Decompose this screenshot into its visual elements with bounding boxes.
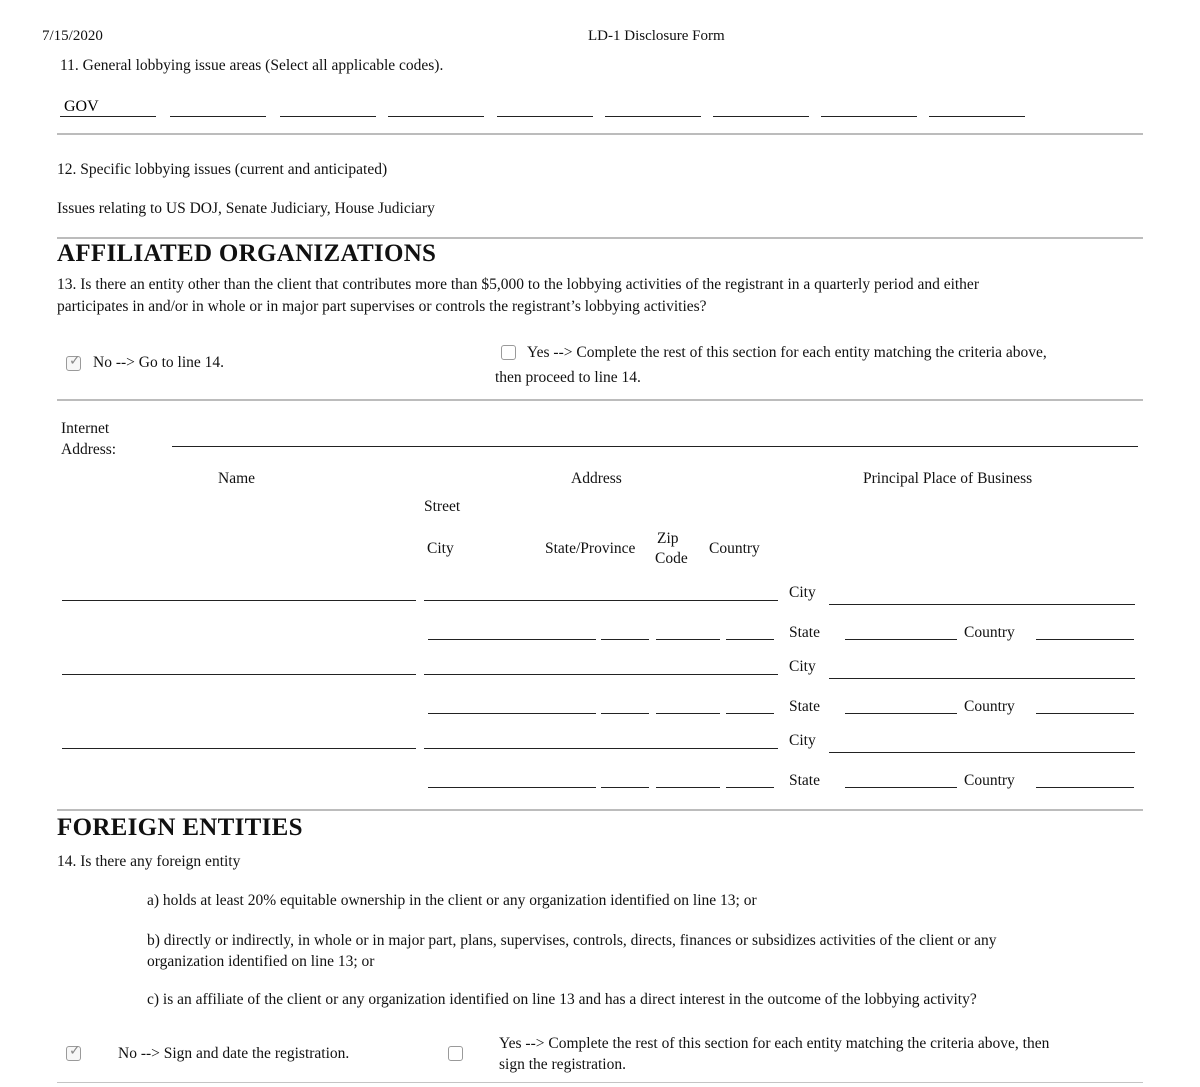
issue-code-input[interactable]: [713, 98, 809, 117]
checkmark-icon: ✓: [69, 1043, 81, 1059]
entity-country-field[interactable]: [726, 787, 774, 788]
entity-country-field[interactable]: [726, 713, 774, 714]
divider: [57, 809, 1143, 811]
col-ppb-header: Principal Place of Business: [863, 470, 1033, 487]
divider: [57, 399, 1143, 401]
entity-city-field[interactable]: [428, 713, 596, 714]
q13-no-checkbox[interactable]: [66, 353, 81, 371]
entity-city-field[interactable]: [428, 639, 596, 640]
ppb-country-label: Country: [964, 698, 1015, 715]
ppb-city-label: City: [789, 584, 816, 601]
issue-code-input[interactable]: [497, 98, 593, 117]
q14-item-c: c) is an affiliate of the client or any organization identified on line 13 and has a direct interest in the outcome of the lobbying activity?: [147, 991, 977, 1008]
ppb-state-field[interactable]: [845, 713, 957, 714]
entity-street-field[interactable]: [424, 600, 778, 601]
entity-zip-field[interactable]: [656, 787, 720, 788]
internet-address-input[interactable]: [172, 428, 1138, 447]
ppb-state-field[interactable]: [845, 787, 957, 788]
entity-street-field[interactable]: [424, 748, 778, 749]
q13-yes-label-2: then proceed to line 14.: [495, 369, 641, 386]
subheader-state-province: State/Province: [545, 540, 636, 557]
ppb-country-label: Country: [964, 624, 1015, 641]
q13-no-label: No --> Go to line 14.: [93, 354, 225, 371]
divider: [57, 1082, 1143, 1083]
ppb-city-field[interactable]: [829, 678, 1135, 679]
q14-item-a: a) holds at least 20% equitable ownership in the client or any organization identified on line 13; or: [147, 892, 757, 909]
q13-yes-checkbox[interactable]: [501, 345, 516, 360]
entity-zip-field[interactable]: [656, 713, 720, 714]
issue-code-input[interactable]: [929, 98, 1025, 117]
divider: [57, 133, 1143, 135]
q14-text: 14. Is there any foreign entity: [57, 853, 241, 870]
checkmark-icon: ✓: [69, 353, 81, 369]
subheader-zip: Zip: [657, 530, 679, 547]
q14-item-b-line2: organization identified on line 13; or: [147, 953, 375, 970]
col-name-header: Name: [218, 470, 256, 487]
line11-label: 11. General lobbying issue areas (Select all applicable codes).: [60, 57, 444, 74]
entity-state-field[interactable]: [601, 639, 649, 640]
entity-state-field[interactable]: [601, 787, 649, 788]
entity-zip-field[interactable]: [656, 639, 720, 640]
q14-yes-label-1: Yes --> Complete the rest of this section for each entity matching the criteria above, then: [499, 1035, 1050, 1052]
q14-yes-checkbox[interactable]: [448, 1046, 463, 1061]
issue-code-input[interactable]: [821, 98, 917, 117]
subheader-city: City: [427, 540, 454, 557]
line12-label: 12. Specific lobbying issues (current and anticipated): [57, 161, 388, 178]
entity-name-field[interactable]: [62, 674, 416, 675]
q13-text-line2: participates in and/or in whole or in major part supervises or controls the registrant’s lobbying activities?: [57, 298, 707, 315]
q14-item-b-line1: b) directly or indirectly, in whole or in major part, plans, supervises, controls, directs, finances or subsidizes activities of the client or any: [147, 932, 997, 949]
ppb-state-label: State: [789, 624, 820, 641]
ppb-city-label: City: [789, 732, 816, 749]
form-title: LD-1 Disclosure Form: [588, 28, 725, 44]
q14-yes-label-2: sign the registration.: [499, 1056, 626, 1073]
internet-address-label-2: Address:: [61, 441, 117, 458]
ppb-country-field[interactable]: [1036, 713, 1134, 714]
ppb-state-field[interactable]: [845, 639, 957, 640]
issue-code-input[interactable]: [60, 98, 156, 117]
q13-yes-label-1: Yes --> Complete the rest of this section for each entity matching the criteria above,: [527, 344, 1047, 361]
specific-issues-text: Issues relating to US DOJ, Senate Judiciary, House Judiciary: [57, 200, 435, 217]
issue-code-input[interactable]: [605, 98, 701, 117]
divider: [57, 237, 1143, 239]
entity-street-field[interactable]: [424, 674, 778, 675]
subheader-country: Country: [709, 540, 760, 557]
ppb-country-field[interactable]: [1036, 787, 1134, 788]
ppb-country-field[interactable]: [1036, 639, 1134, 640]
issue-code-input[interactable]: [170, 98, 266, 117]
subheader-street: Street: [424, 498, 461, 515]
subheader-code: Code: [655, 550, 688, 567]
issue-code-input[interactable]: [388, 98, 484, 117]
internet-address-label-1: Internet: [61, 420, 110, 437]
ppb-state-label: State: [789, 698, 820, 715]
ppb-state-label: State: [789, 772, 820, 789]
q14-no-label: No --> Sign and date the registration.: [118, 1045, 350, 1062]
entity-city-field[interactable]: [428, 787, 596, 788]
print-date: 7/15/2020: [42, 28, 103, 44]
q14-no-checkbox[interactable]: [66, 1043, 81, 1061]
entity-state-field[interactable]: [601, 713, 649, 714]
affiliated-heading: AFFILIATED ORGANIZATIONS: [57, 240, 437, 267]
entity-name-field[interactable]: [62, 748, 416, 749]
ppb-country-label: Country: [964, 772, 1015, 789]
entity-country-field[interactable]: [726, 639, 774, 640]
ppb-city-label: City: [789, 658, 816, 675]
foreign-heading: FOREIGN ENTITIES: [57, 814, 303, 841]
ppb-city-field[interactable]: [829, 752, 1135, 753]
col-address-header: Address: [571, 470, 622, 487]
ppb-city-field[interactable]: [829, 604, 1135, 605]
entity-name-field[interactable]: [62, 600, 416, 601]
q13-text-line1: 13. Is there an entity other than the client that contributes more than $5,000 to the lobbying activities of the registrant in a quarterly period and either: [57, 276, 979, 293]
issue-code-input[interactable]: [280, 98, 376, 117]
